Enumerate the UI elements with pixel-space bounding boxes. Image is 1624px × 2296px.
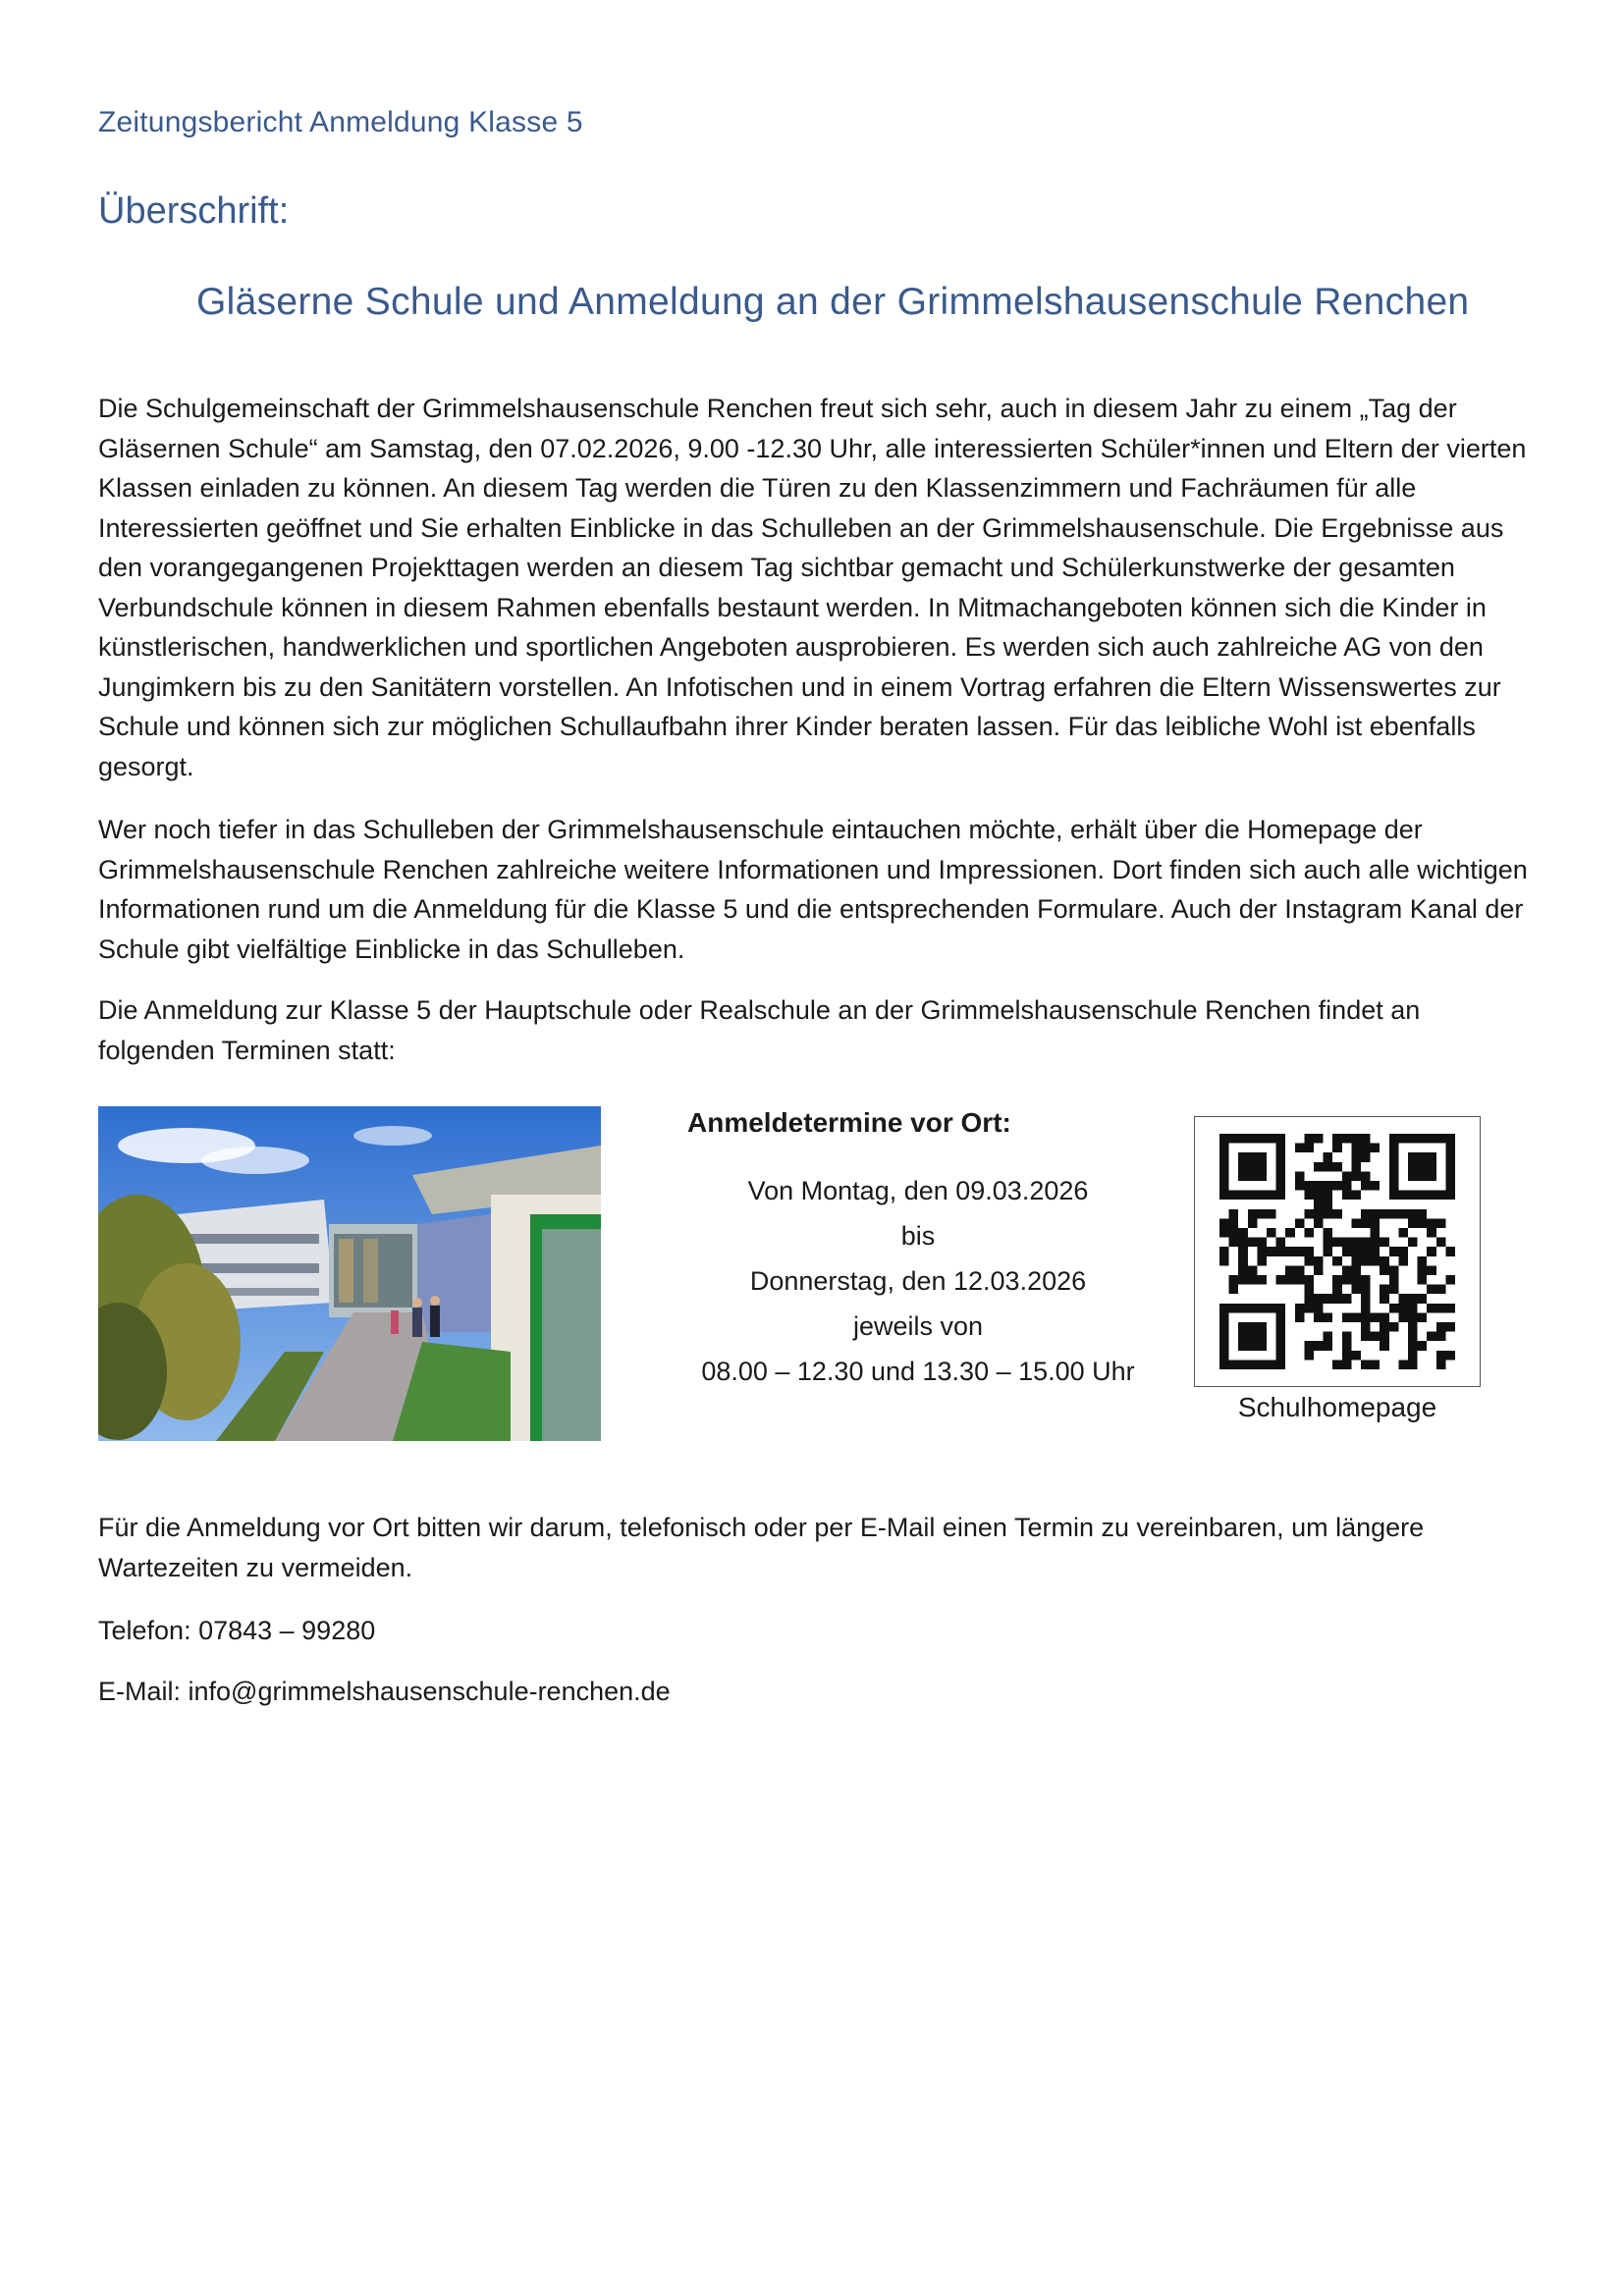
appointment-each-from: jeweils von xyxy=(852,1311,984,1341)
appointments-title: Anmeldetermine vor Ort: xyxy=(687,1107,1011,1138)
appointment-hours: 08.00 – 12.30 und 13.30 – 15.00 Uhr xyxy=(701,1357,1135,1386)
heading-label: Überschrift: xyxy=(98,190,290,232)
appointment-from: Von Montag, den 09.03.2026 xyxy=(747,1176,1089,1205)
document-label: Zeitungsbericht Anmeldung Klasse 5 xyxy=(98,106,583,138)
headline: Gläserne Schule und Anmeldung an der Grimmelshausenschule Renchen xyxy=(196,281,1470,323)
qr-code-icon xyxy=(1219,1134,1455,1369)
email-line: E-Mail: info@grimmelshausenschule-renchen.de xyxy=(98,1677,671,1706)
school-building-photo xyxy=(98,1106,601,1441)
appointment-to: Donnerstag, den 12.03.2026 xyxy=(749,1266,1087,1296)
qr-caption: Schulhomepage xyxy=(1237,1392,1437,1422)
appointments-block xyxy=(668,1101,1168,1394)
phone-line: Telefon: 07843 – 99280 xyxy=(98,1616,376,1645)
qr-code-frame xyxy=(1194,1116,1481,1387)
registration-paragraph: Die Anmeldung zur Klasse 5 der Hauptschule oder Realschule an der Grimmelshausenschule Renchen findet an folgenden Terminen statt: xyxy=(98,995,1421,1065)
homepage-paragraph: Wer noch tiefer in das Schulleben der Grimmelshausenschule eintauchen möchte, erhält über die Homepage der Grimmelshausenschule Renchen zahlreiche weitere Informationen und Impressionen. Dort finden sich auch alle wichtigen Informationen rund um die Anmeldung für die Klasse 5 und die entsprechenden Formulare. Auch der Instagram Kanal der Schule gibt vielfältige Einblicke in das Schulleben. xyxy=(98,815,1528,964)
appointment-request-paragraph: Für die Anmeldung vor Ort bitten wir darum, telefonisch oder per E-Mail einen Termin zu vereinbaren, um längere Wartezeiten zu vermeiden. xyxy=(98,1513,1425,1582)
intro-paragraph: Die Schulgemeinschaft der Grimmelshausenschule Renchen freut sich sehr, auch in diesem Jahr zu einem „Tag der Gläsernen Schule“ am Samstag, den 07.02.2026, 9.00 -12.30 Uhr, alle interessierten Schüler*innen und Eltern der vierten Klassen einladen zu können. An diesem Tag werden die Türen zu den Klassenzimmern und Fachräumen für alle Interessierten geöffnet und Sie erhalten Einblicke in das Schulleben an der Grimmelshausenschule. Die Ergebnisse aus den vorangegangenen Projekttagen werden an diesem Tag sichtbar gemacht und Schülerkunstwerke der gesamten Verbundschule können in diesem Rahmen ebenfalls bestaunt werden. In Mitmachangeboten können sich die Kinder in künstlerischen, handwerklichen und sportlichen Angeboten ausprobieren. Es werden sich auch zahlreiche AG von den Jungimkern bis zu den Sanitätern vorstellen. An Infotischen und in einem Vortrag erfahren die Eltern Wissenswertes zur Schule und können sich zur möglichen Schullaufbahn ihrer Kinder beraten lassen. Für das leibliche Wohl ist ebenfalls gesorgt. xyxy=(98,394,1527,781)
appointment-until-word: bis xyxy=(900,1221,936,1251)
